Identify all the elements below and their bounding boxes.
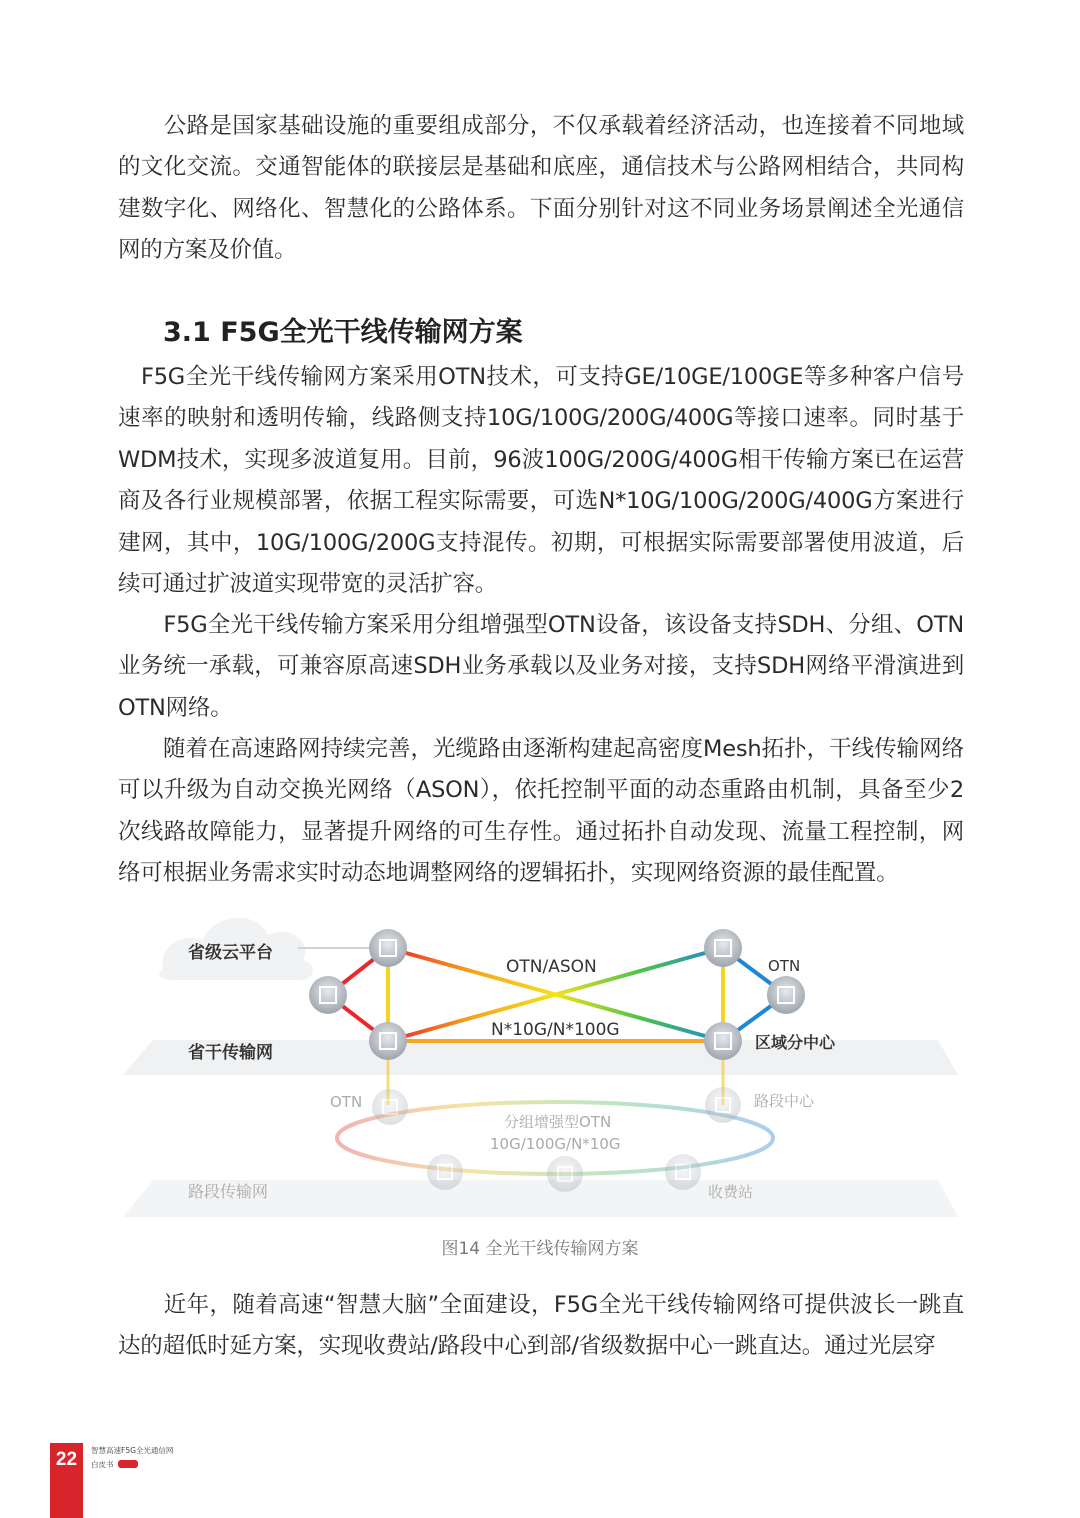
label-ring-1: 分组增强型OTN: [504, 1113, 612, 1131]
footer-title: 智慧高速F5G全光通信网: [91, 1446, 174, 1455]
label-ring-2: 10G/100G/N*10G: [490, 1135, 621, 1153]
paragraph-ultra-low-latency: 近年，随着高速“智慧大脑”全面建设，F5G全光干线传输网络可提供波长一跳直达的超低时延方案，实现收费站/路段中心到部/省级数据中心一跳直达。通过光层穿: [118, 1292, 964, 1360]
label-road-center: 路段中心: [754, 1092, 815, 1110]
page-number: 22: [55, 1449, 78, 1470]
intro-paragraph: 公路是国家基础设施的重要组成部分，不仅承载着经济活动，也连接着不同地域的文化交流。交通智能体的联接层是基础和底座，通信技术与公路网相结合，共同构建数字化、网络化、智慧化的公路体系。下面分别针对这不同业务场景阐述全光通信网的方案及价值。: [118, 113, 964, 264]
footer-badge: [118, 1460, 138, 1468]
network-diagram: [118, 895, 968, 1235]
paragraph-enhanced-otn: F5G全光干线传输方案采用分组增强型OTN设备，该设备支持SDH、分组、OTN业务统一承载，可兼容原高速SDH业务承载以及业务对接，支持SDH网络平滑演进到OTN网络。: [118, 612, 964, 721]
label-otn-right: OTN: [768, 957, 801, 975]
paragraph-otn: F5G全光干线传输网方案采用OTN技术，可支持GE/10GE/100GE等多种客户信号速率的映射和透明传输，线路侧支持10G/100G/200G/400G等接口速率。同时基于WDM技术，实现多波道复用。目前，96波100G/200G/400G相干传输方案已在运营商及各行业规模部署，依据工程实际需要，可选N*10G/100G/200G/400G方案进行建网，其中，10G/100G/200G支持混传。初期，可根据实际需要部署使用波道，后续可通过扩波道实现带宽的灵活扩容。: [118, 364, 964, 598]
label-toll: 收费站: [708, 1183, 754, 1201]
label-regional: 区域分中心: [755, 1033, 836, 1052]
label-otn-ason: OTN/ASON: [506, 957, 597, 977]
label-road-net: 路段传输网: [188, 1182, 269, 1201]
footer-subtitle: 白皮书: [91, 1460, 114, 1469]
label-otn-left: OTN: [330, 1093, 363, 1111]
label-backbone: 省干传输网: [188, 1043, 273, 1063]
figure-caption: 图14 全光干线传输网方案: [441, 1239, 639, 1259]
label-cloud: 省级云平台: [188, 943, 273, 963]
paragraph-ason: 随着在高速路网持续完善，光缆路由逐渐构建起高密度Mesh拓扑，干线传输网络可以升级为自动交换光网络（ASON），依托控制平面的动态重路由机制，具备至少2次线路故障能力，显著提升网络的可生存性。通过拓扑自动发现、流量工程控制，网络可根据业务需求实时动态地调整网络的逻辑拓扑，实现网络资源的最佳配置。: [118, 736, 964, 887]
section-heading: 3.1 F5G全光干线传输网方案: [163, 317, 523, 348]
label-rate: N*10G/N*100G: [491, 1020, 620, 1040]
